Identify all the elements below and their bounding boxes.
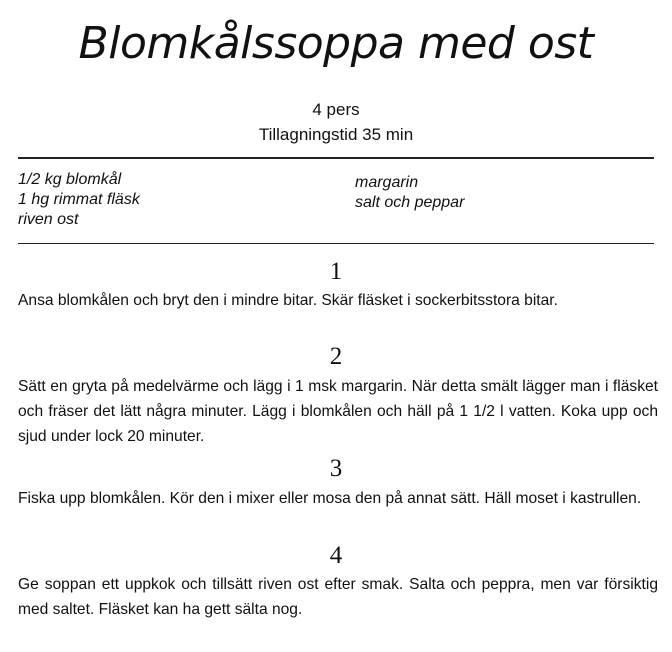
ingredient-item: 1/2 kg blomkål — [18, 171, 122, 188]
recipe-title: Blomkålssoppa med ost — [78, 18, 594, 69]
step-text: Fiska upp blomkålen. Kör den i mixer eller mosa den på annat sätt. Häll moset i kastrullen. — [18, 490, 642, 507]
step-number: 3 — [329, 455, 343, 482]
step-text: Sätt en gryta på medelvärme och lägg i 1 msk margarin. När detta smält lägger man i fläsket och fräser det lätt några minuter. Lägg i blomkålen och häll på 1 1/2 l vatten. Koka upp och sjud under lock 20 minuter. — [18, 378, 658, 445]
step-number: 2 — [329, 343, 343, 370]
cook-time: Tillagningstid 35 min — [258, 125, 414, 144]
ingredient-item: salt och peppar — [355, 194, 465, 211]
ingredient-item: margarin — [355, 174, 419, 191]
ingredients-bottom-rule — [18, 243, 654, 244]
step-number: 4 — [329, 542, 343, 569]
ingredients-column-right — [355, 173, 464, 213]
ingredient-item: 1 hg rimmat fläsk — [18, 191, 140, 208]
step-text: Ge soppan ett uppkok och tillsätt riven ost efter smak. Salta och peppra, men var försiktig med saltet. Fläsket kan ha gett sälta nog. — [18, 576, 658, 618]
ingredient-item: riven ost — [18, 211, 79, 228]
ingredients-top-rule — [18, 157, 654, 159]
step-number: 1 — [329, 258, 343, 285]
step-text: Ansa blomkålen och bryt den i mindre bitar. Skär fläsket i sockerbitsstora bitar. — [18, 292, 558, 309]
servings: 4 pers — [312, 100, 360, 119]
ingredients-column-left — [18, 170, 140, 230]
